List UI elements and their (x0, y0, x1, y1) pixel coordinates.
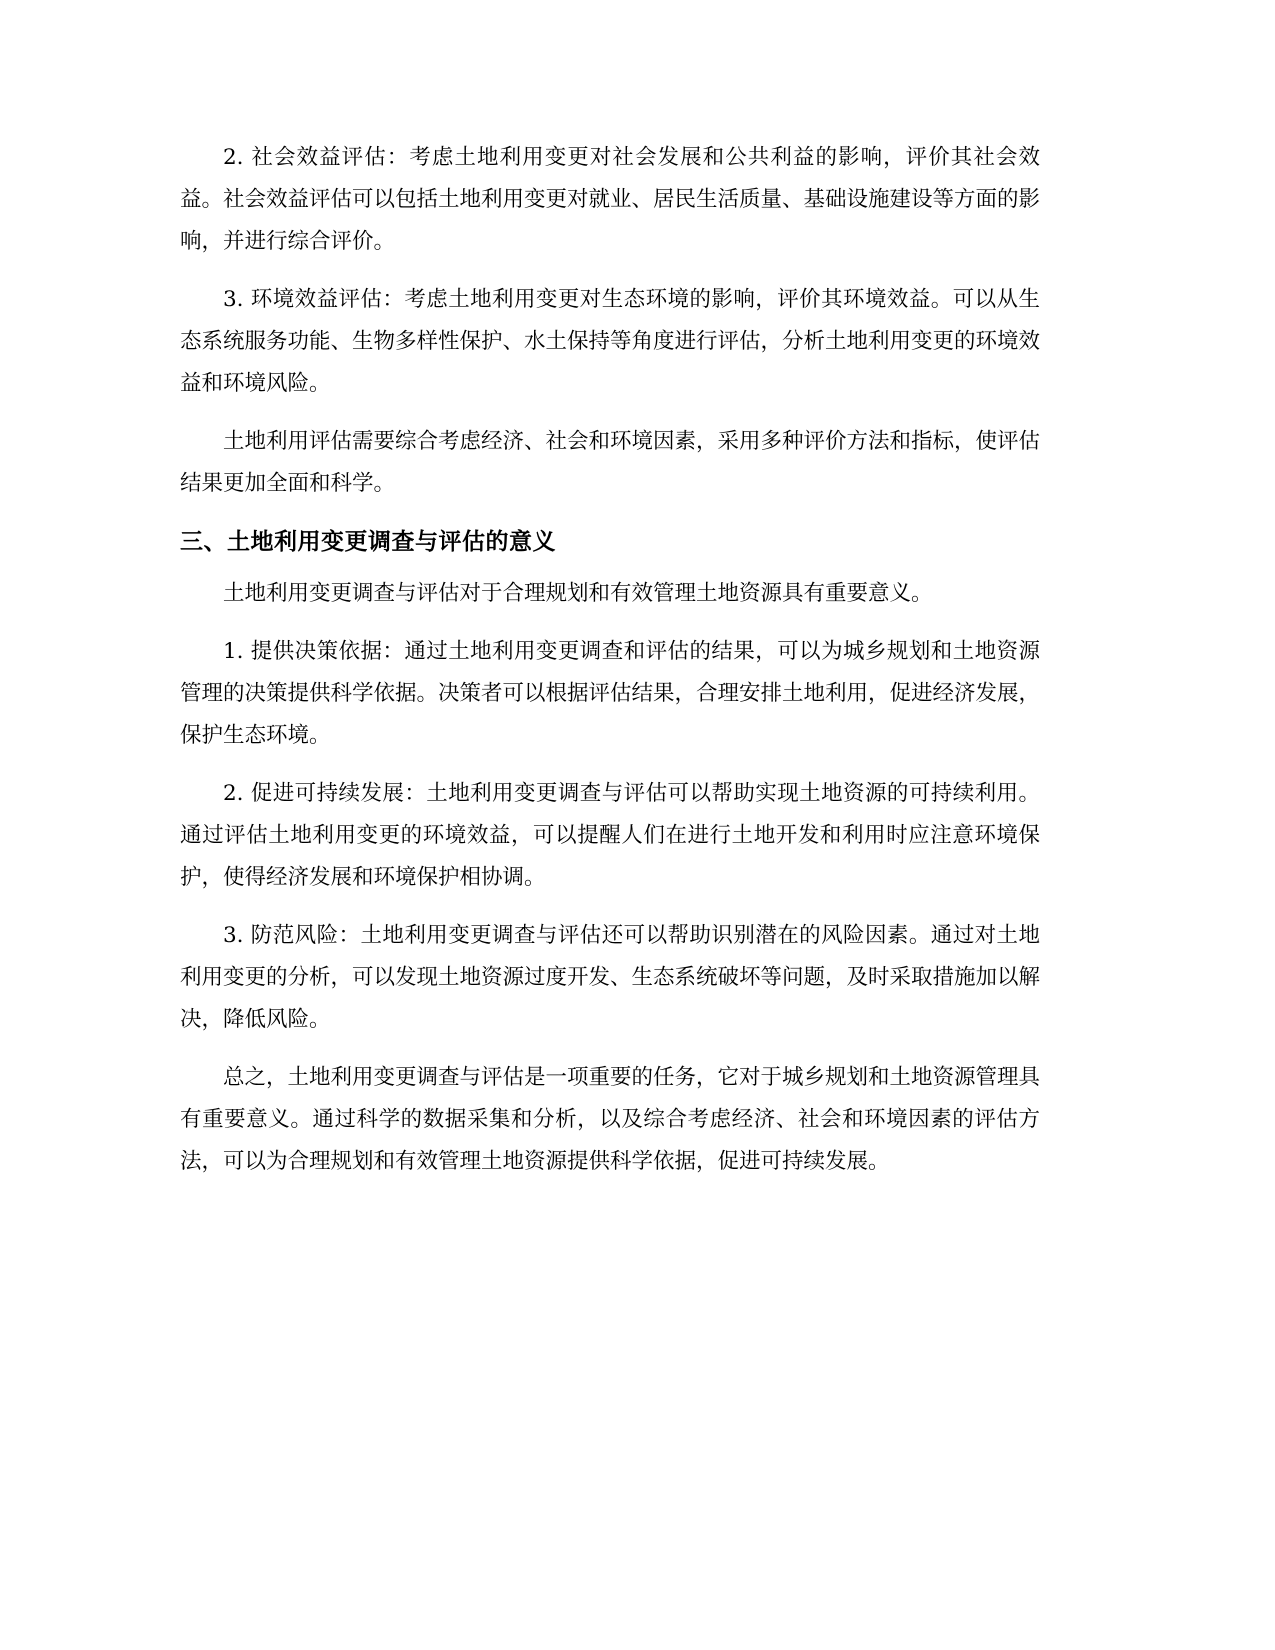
paragraph-sustainable-development: 2. 促进可持续发展：土地利用变更调查与评估可以帮助实现土地资源的可持续利用。通过评估土地利用变更的环境效益，可以提醒人们在进行土地开发和利用时应注意环境保护，使得经济发展和环境保护相协调。 (180, 781, 1040, 890)
paragraph-risk-prevention: 3. 防范风险：土地利用变更调查与评估还可以帮助识别潜在的风险因素。通过对土地利用变更的分析，可以发现土地资源过度开发、生态系统破坏等问题，及时采取措施加以解决，降低风险。 (180, 923, 1041, 1032)
paragraph-assessment-summary: 土地利用评估需要综合考虑经济、社会和环境因素，采用多种评价方法和指标，使评估结果更加全面和科学。 (180, 429, 1041, 496)
paragraph-conclusion: 总之，土地利用变更调查与评估是一项重要的任务，它对于城乡规划和土地资源管理具有重要意义。通过科学的数据采集和分析，以及综合考虑经济、社会和环境因素的评估方法，可以为合理规划和有效管理土地资源提供科学依据，促进可持续发展。 (180, 1065, 1041, 1174)
section-heading: 三、土地利用变更调查与评估的意义 (180, 529, 556, 555)
paragraph-decision-basis: 1. 提供决策依据：通过土地利用变更调查和评估的结果，可以为城乡规划和土地资源管理的决策提供科学依据。决策者可以根据评估结果，合理安排土地利用，促进经济发展，保护生态环境。 (180, 639, 1041, 748)
paragraph-social-benefit: 2. 社会效益评估：考虑土地利用变更对社会发展和公共利益的影响，评价其社会效益。社会效益评估可以包括土地利用变更对就业、居民生活质量、基础设施建设等方面的影响，并进行综合评价。 (180, 145, 1041, 254)
document-body (180, 137, 1040, 1199)
paragraph-significance-intro: 土地利用变更调查与评估对于合理规划和有效管理土地资源具有重要意义。 (223, 581, 933, 606)
paragraph-environmental-benefit: 3. 环境效益评估：考虑土地利用变更对生态环境的影响，评价其环境效益。可以从生态系统服务功能、生物多样性保护、水土保持等角度进行评估，分析土地利用变更的环境效益和环境风险。 (180, 287, 1041, 396)
